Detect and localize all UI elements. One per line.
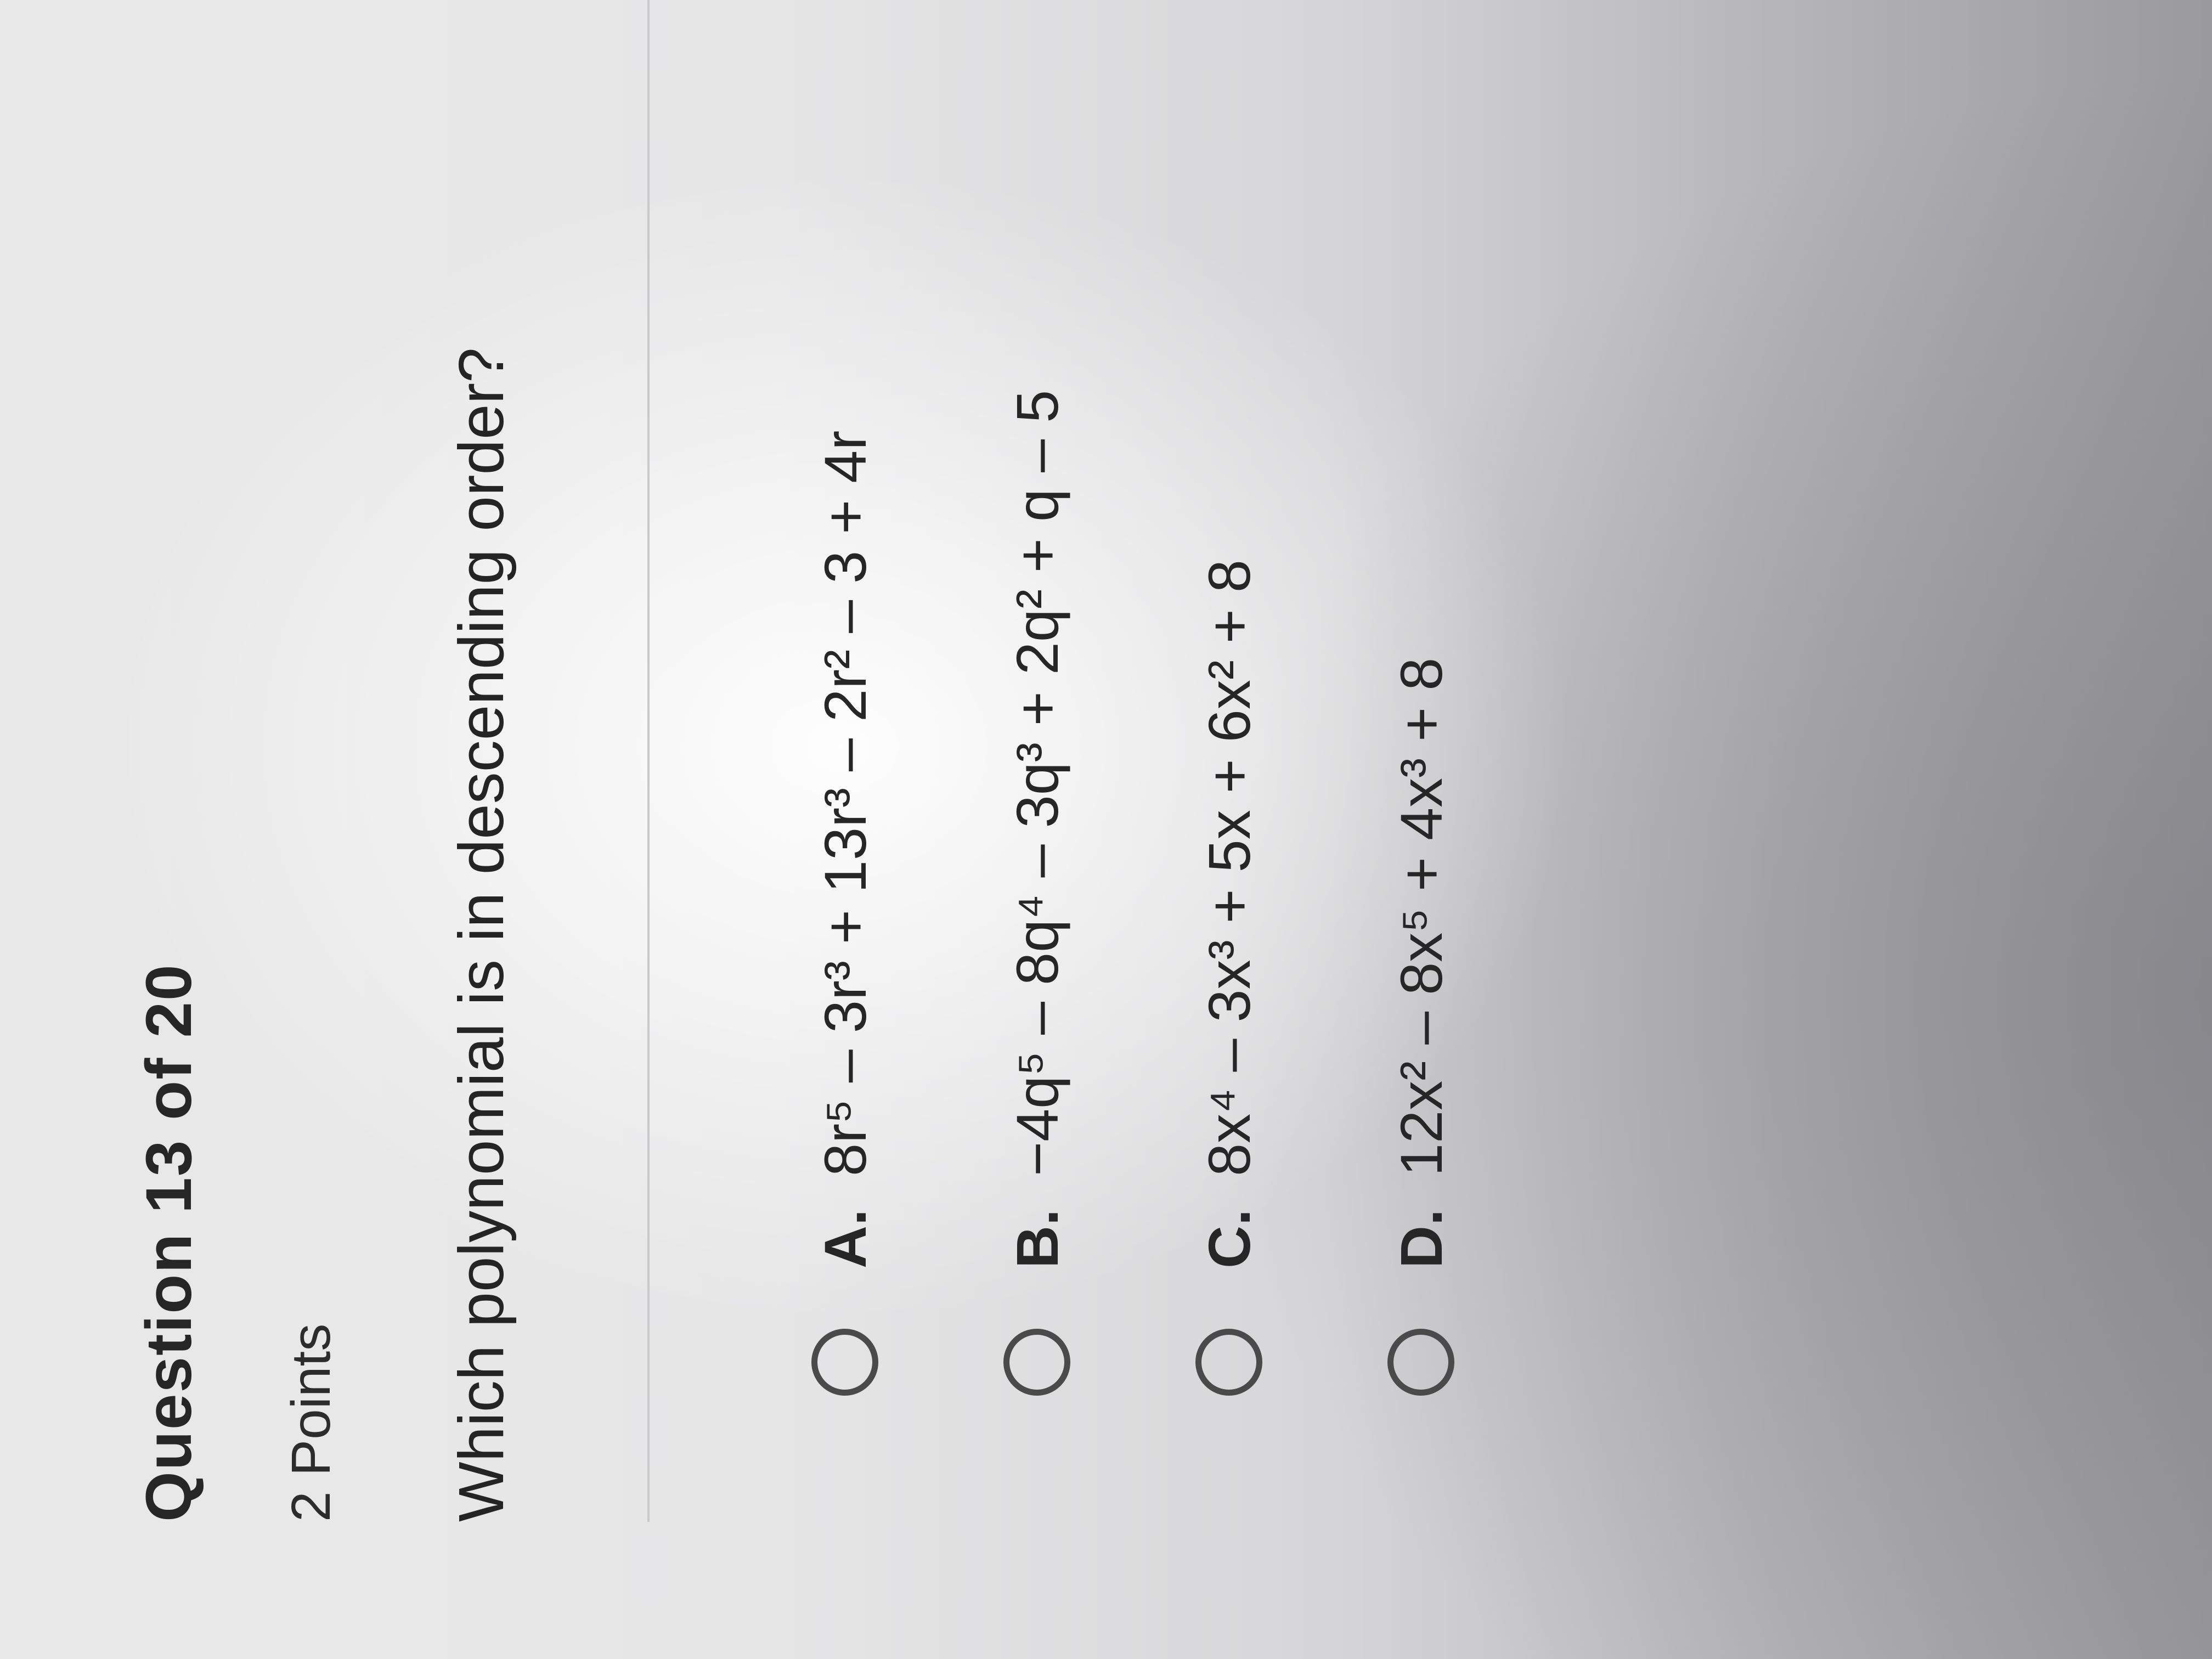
question-prompt: Which polynomial is in descending order? (445, 347, 517, 1522)
answer-option-b[interactable] (982, 390, 1092, 1396)
radio-button-c[interactable] (1195, 1329, 1262, 1396)
question-points: 2 Points (280, 1323, 342, 1522)
option-letter-d: D. (1387, 1209, 1454, 1268)
answer-option-a[interactable] (790, 431, 900, 1396)
option-letter-c: C. (1195, 1209, 1262, 1268)
radio-button-d[interactable] (1387, 1329, 1454, 1396)
option-expression-b: −4q⁵ – 8q⁴ – 3q³ + 2q² + q – 5 (1003, 390, 1070, 1176)
option-expression-a: 8r⁵ – 3r³ + 13r³ – 2r² – 3 + 4r (811, 430, 878, 1176)
section-divider (647, 0, 650, 1522)
option-letter-b: B. (1003, 1209, 1070, 1268)
question-number-title: Question 13 of 20 (133, 963, 205, 1522)
answer-option-c[interactable] (1174, 560, 1284, 1396)
radio-button-a[interactable] (811, 1329, 878, 1396)
option-letter-a: A. (811, 1209, 878, 1268)
option-expression-d: 12x² – 8x⁵ + 4x³ + 8 (1387, 657, 1454, 1176)
radio-button-b[interactable] (1003, 1329, 1070, 1396)
option-expression-c: 8x⁴ – 3x³ + 5x + 6x² + 8 (1195, 560, 1262, 1176)
answer-option-d[interactable] (1366, 658, 1476, 1396)
